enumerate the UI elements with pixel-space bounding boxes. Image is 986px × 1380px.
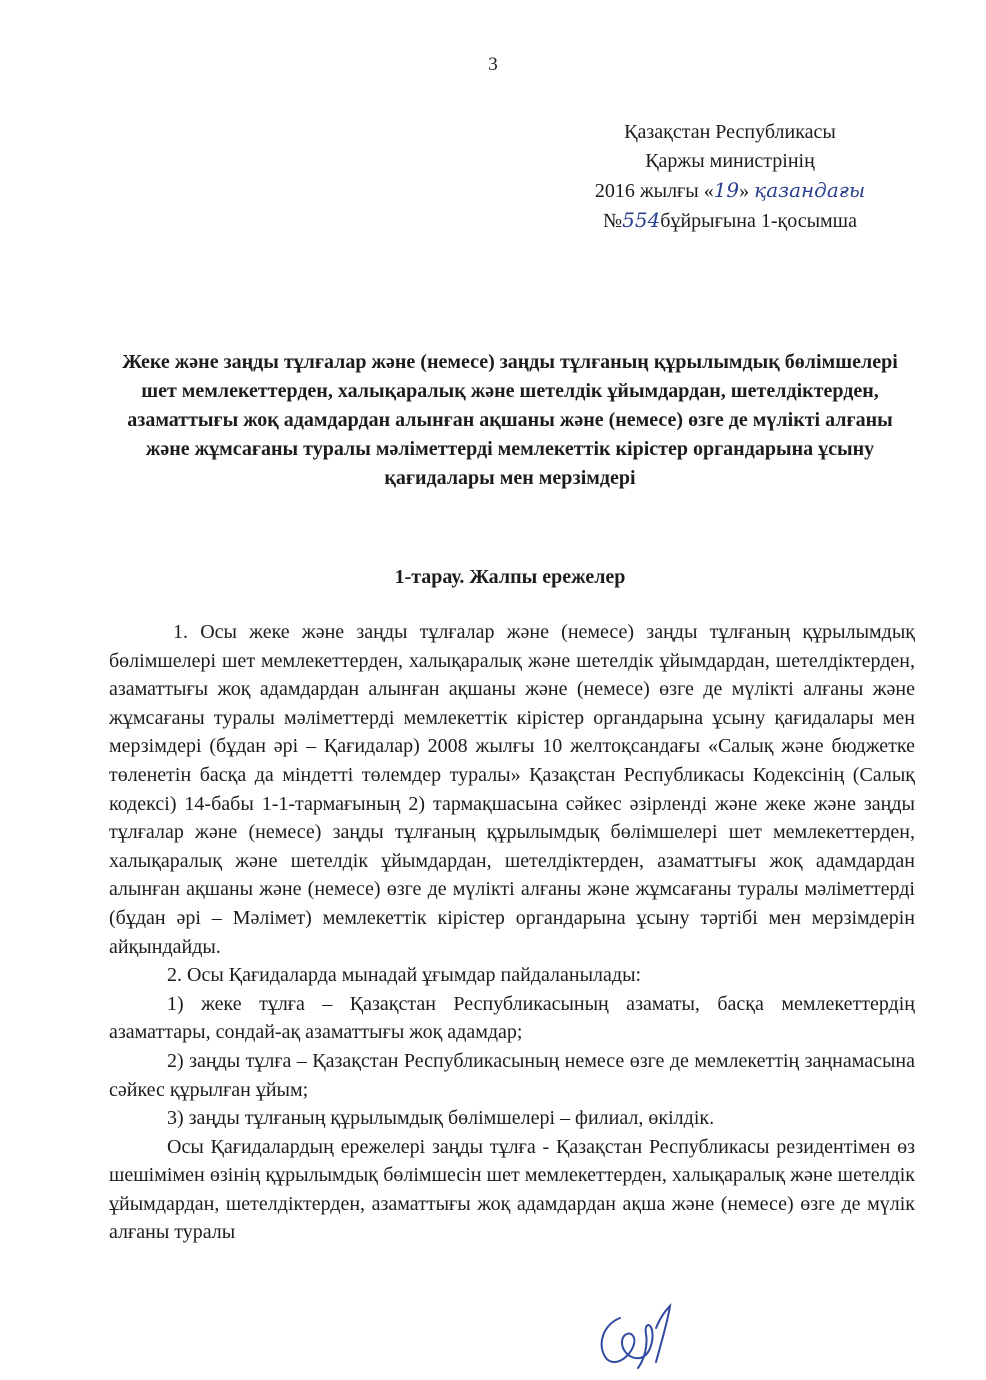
annex-order-number: 554 [622,208,661,232]
paragraph-1: 1. Осы жеке және заңды тұлғалар және (немесе) заңды тұлғаның құрылымдық бөлімшелері шет мемлекеттерден, халықаралық және шетелдік ұйымдардан, шетелдіктерден, азаматтығы жоқ адамдардан алынған ақшаны және (немесе) өзге де мүлікті алғаны және жұмсағаны туралы мәліметтерді мемлекеттік кірістер органдарына ұсыну қағидалары мен мерзімдері (бұдан әрі – Қағидалар) 2008 жылғы 10 желтоқсандағы «Салық және бюджетке төленетін басқа да міндетті төлемдер туралы» Қазақстан Республикасы Кодексінің (Салық кодексі) 14-бабы 1-1-тармағының 2) тармақшасына сәйкес әзірленді және жеке және заңды тұлғалар және (немесе) заңды тұлғаның құрылымдық бөлімшелері шет мемлекеттерден, халықаралық және шетелдік ұйымдардан, шетелдіктерден, азаматтығы жоқ адамдардан алынған ақшаны және (немесе) өзге де мүлікті алғаны және жұмсағаны туралы мәліметтерді (бұдан әрі – Мәлімет) мемлекеттік кірістер органдарына ұсыну тәртібі мен мерзімдерін айқындайды. [109,621,915,958]
annex-order-prefix: № [603,210,623,232]
annex-date-prefix: 2016 жылғы « [594,180,714,202]
annex-date-month: қазандағы [754,178,866,202]
document-body [109,618,915,1247]
document-title: Жеке және заңды тұлғалар және (немесе) заңды тұлғаның құрылымдық бөлімшелері шет мемлекеттерден, халықаралық және шетелдік ұйымдардан, шетелдіктерден, азаматтығы жоқ адамдардан алынған ақшаны және (немесе) өзге де мүлікті алғаны және жұмсағаны туралы мәліметтерді мемлекеттік кірістер органдарына ұсыну қағидалары мен мерзімдері [122,351,898,489]
signature-icon [590,1300,700,1372]
paragraph-2-item-2: 2) заңды тұлға – Қазақстан Республикасының немесе өзге де мемлекеттің заңнамасына сәйкес құрылған ұйым; [109,1049,915,1101]
annex-line-4 [560,206,900,236]
annex-date-mid: » [739,180,755,202]
annex-order-suffix: бұйрығына 1-қосымша [660,210,857,232]
annex-block [560,118,900,236]
annex-line-1: Қазақстан Республикасы [624,121,836,143]
paragraph-2-item-1: 1) жеке тұлға – Қазақстан Республикасының азаматы, басқа мемлекеттердің азаматтары, сондай-ақ азаматтығы жоқ адамдар; [109,992,915,1044]
paragraph-2: 2. Осы Қағидаларда мынадай ұғымдар пайдаланылады: [167,964,642,987]
page-number: 3 [488,54,498,75]
annex-line-2: Қаржы министрінің [645,150,815,172]
annex-date-day: 19 [713,178,740,202]
paragraph-3: Осы Қағидалардың ережелері заңды тұлға - Қазақстан Республикасы резидентімен өз шешімімен өзінің құрылымдық бөлімшесін шет мемлекеттерден, халықаралық және шетелдік ұйымдардан, шетелдіктерден, азаматтығы жоқ адамдардан ақша және (немесе) өзге де мүлік алғаны туралы [109,1135,915,1244]
annex-line-3 [560,176,900,206]
chapter-title: 1-тарау. Жалпы ережелер [394,566,626,588]
paragraph-2-item-3: 3) заңды тұлғаның құрылымдық бөлімшелері – филиал, өкілдік. [167,1107,715,1130]
